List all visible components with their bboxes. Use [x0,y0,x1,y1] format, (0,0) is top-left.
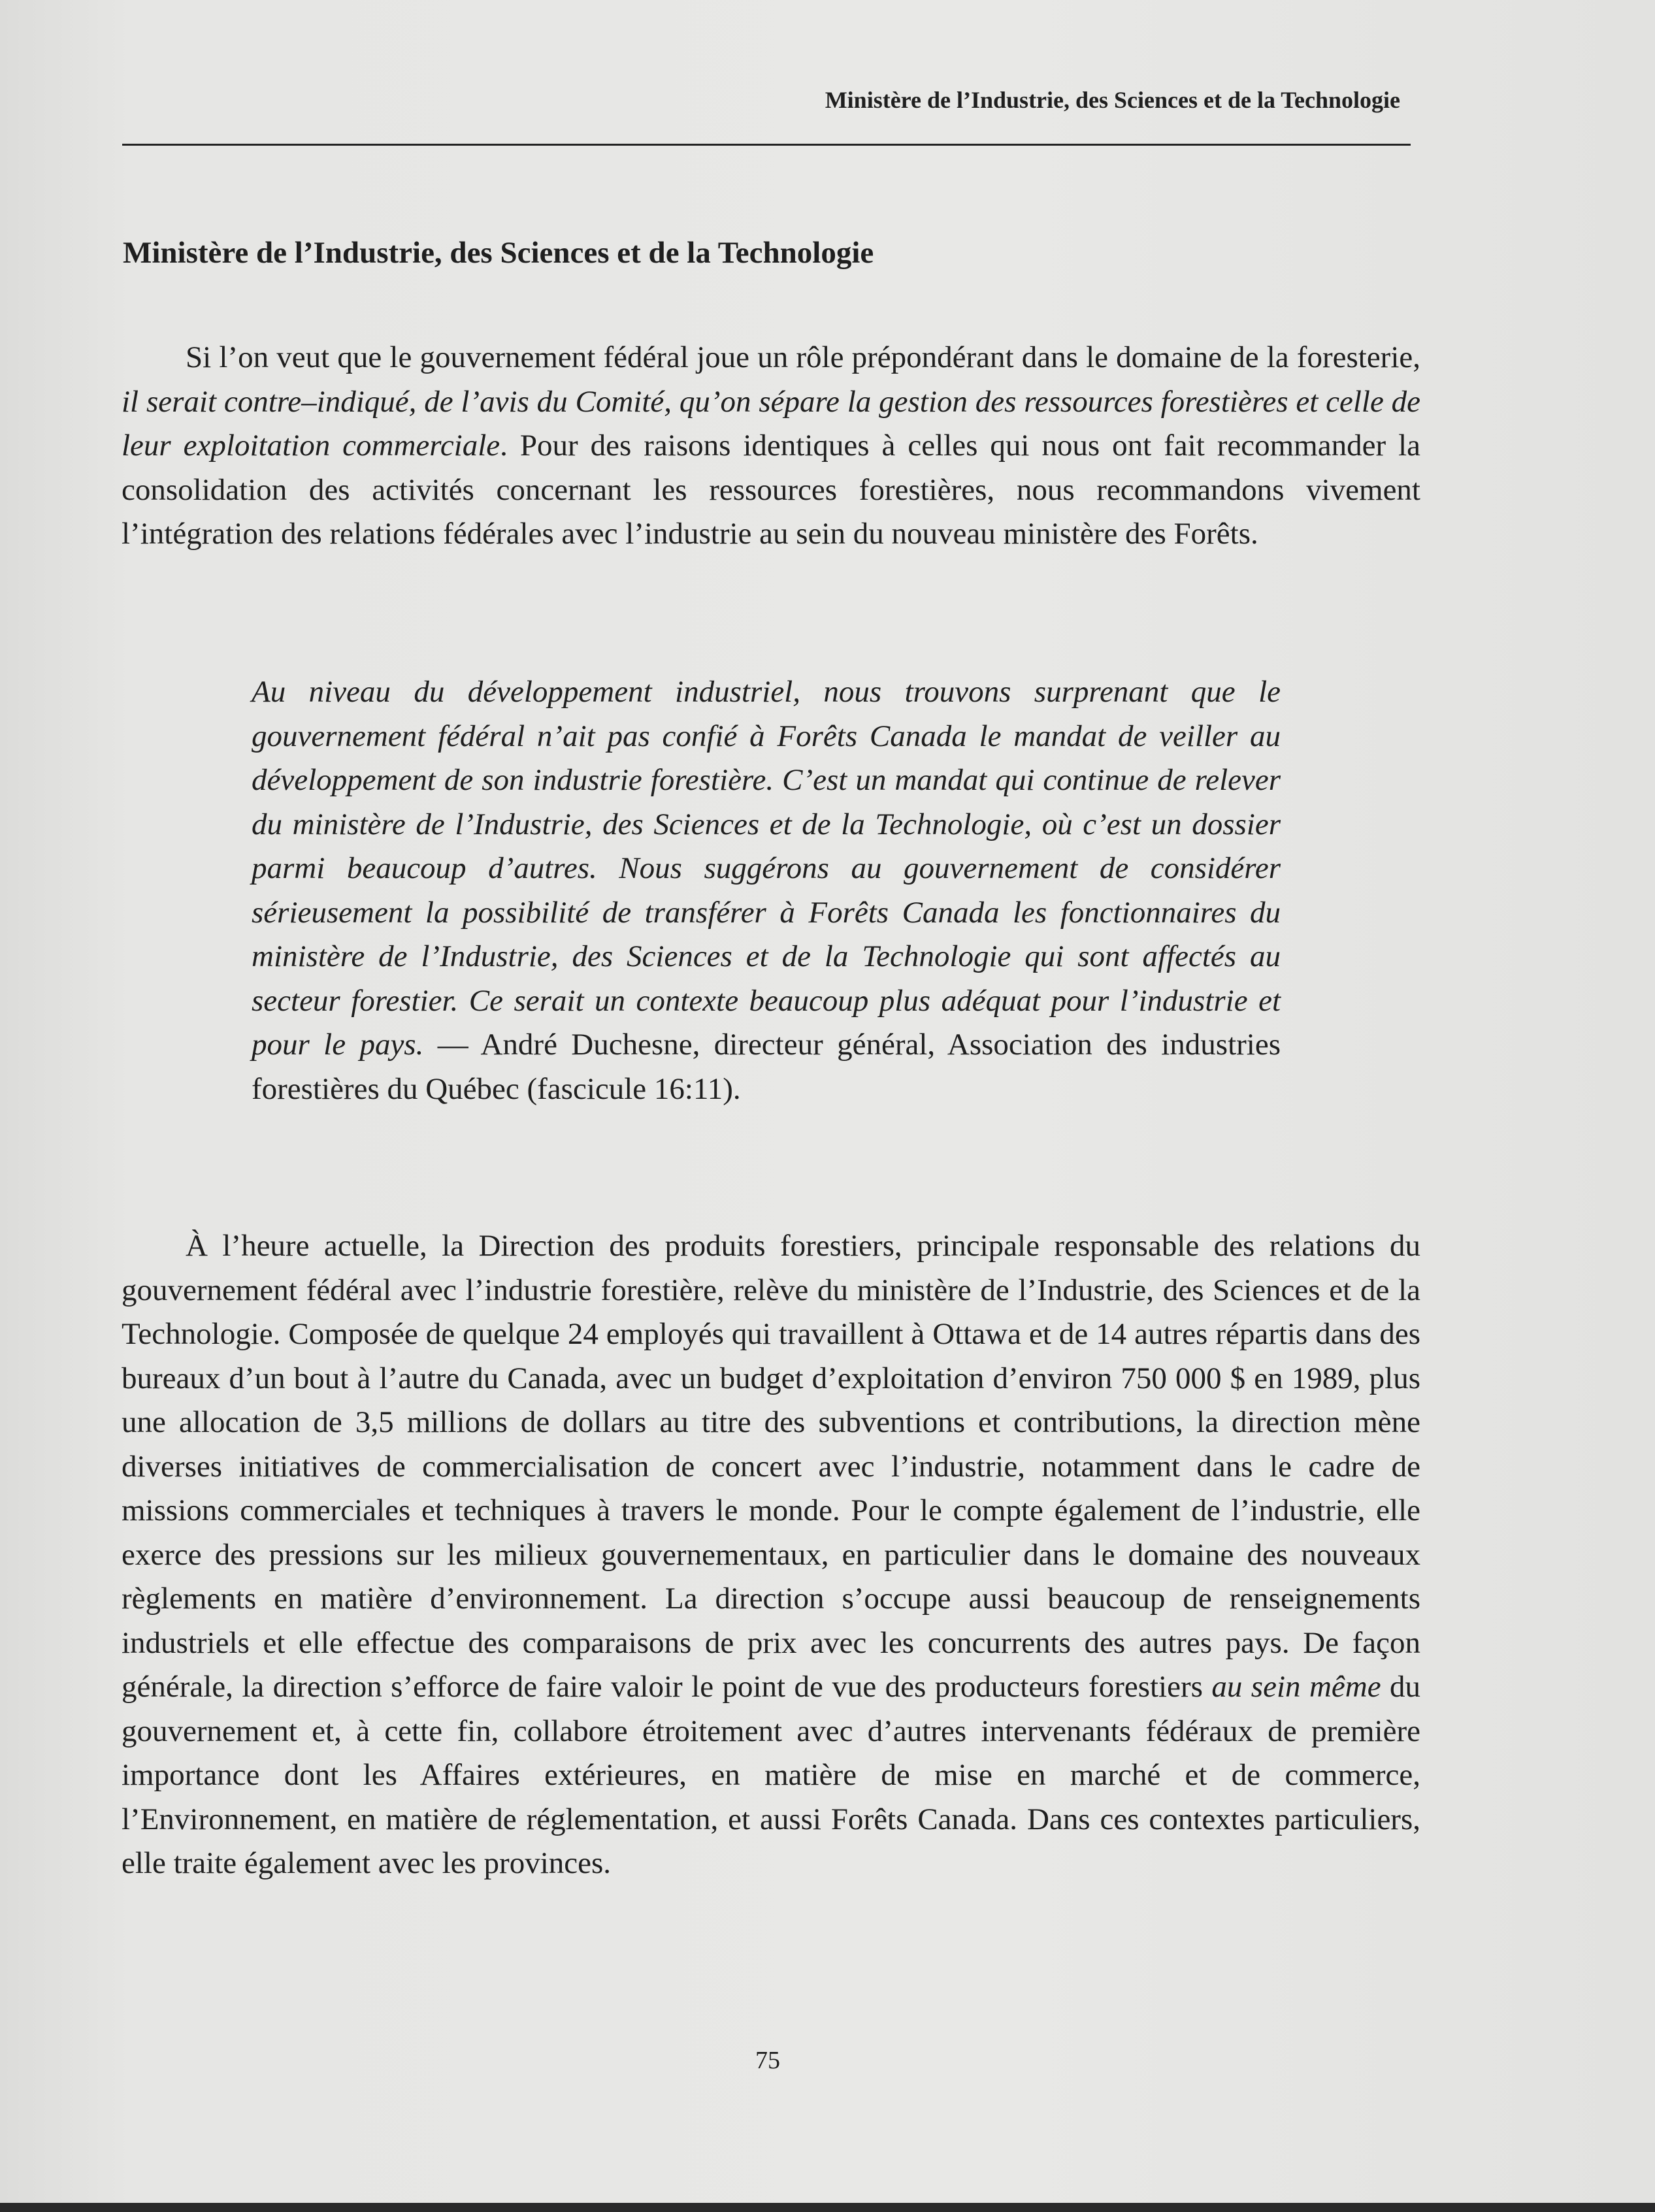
paragraph-1-text-a: Si l’on veut que le gouvernement fédéral joue un rôle prépondérant dans le domaine de la foresterie, [186,340,1420,374]
paragraph-2 [122,1224,1420,1886]
paragraph-1-italic: il serait contre–indiqué, de l’avis du Comité, qu’on sépare la gestion des ressources forestières et celle de leur exploitation commerciale [122,384,1420,463]
section-title: Ministère de l’Industrie, des Sciences et de la Technologie [123,236,874,270]
paragraph-1 [122,336,1420,557]
header-rule [122,144,1411,146]
quote-attribution: — André Duchesne, directeur général, Association des industries forestières du Québec (fascicule 16:11). [252,1028,1281,1106]
scan-bottom-edge [0,2203,1655,2212]
running-header: Ministère de l’Industrie, des Sciences et de la Technologie [825,87,1400,113]
paragraph-2-text-a: À l’heure actuelle, la Direction des produits forestiers, principale responsable des relations du gouvernement fédéral avec l’industrie forestière, relève du ministère de l’Industrie, des Sciences et de la Technologie. Composée de quelque 24 employés qui travaillent à Ottawa et de 14 autres répartis dans des bureaux d’un bout à l’autre du Canada, avec un budget d’exploitation d’environ 750 000 $ en 1989, plus une allocation de 3,5 millions de dollars au titre des subventions et contributions, la direction mène diverses initiatives de commercialisation de concert avec l’industrie, notamment dans le cadre de missions commerciales et techniques à travers le monde. Pour le compte également de l’industrie, elle exerce des pressions sur les milieux gouvernementaux, en particulier dans le domaine des nouveaux règlements en matière d’environnement. La direction s’occupe aussi beaucoup de renseignements industriels et elle effectue des comparaisons de prix avec les concurrents des autres pays. De façon générale, la direction s’efforce de faire valoir le point de vue des producteurs forestiers [122,1229,1420,1704]
paragraph-2-italic: au sein même [1211,1670,1381,1704]
page-number: 75 [755,2047,780,2074]
block-quote [252,670,1281,1111]
paragraph-1-text-b: . Pour des raisons identiques à celles qui nous ont fait recommander la consolidation des activités concernant les ressources forestières, nous recommandons vivement l’intégration des relations fédérales avec l’industrie au sein du nouveau ministère des Forêts. [122,429,1420,551]
paragraph-2-text-b: du gouvernement et, à cette fin, collabore étroitement avec d’autres intervenants fédéraux de première importance dont les Affaires extérieures, en matière de mise en marché et de commerce, l’Environnement, en matière de réglementation, et aussi Forêts Canada. Dans ces contextes particuliers, elle traite également avec les provinces. [122,1670,1420,1880]
quote-text: Au niveau du développement industriel, nous trouvons surprenant que le gouvernement fédéral n’ait pas confié à Forêts Canada le mandat de veiller au développement de son industrie forestière. C’est un mandat qui continue de relever du ministère de l’Industrie, des Sciences et de la Technologie, où c’est un dossier parmi beaucoup d’autres. Nous suggérons au gouvernement de considérer sérieusement la possibilité de transférer à Forêts Canada les fonctionnaires du ministère de l’Industrie, des Sciences et de la Technologie qui sont affectés au secteur forestier. Ce serait un contexte beaucoup plus adéquat pour l’industrie et pour le pays. [252,675,1281,1062]
